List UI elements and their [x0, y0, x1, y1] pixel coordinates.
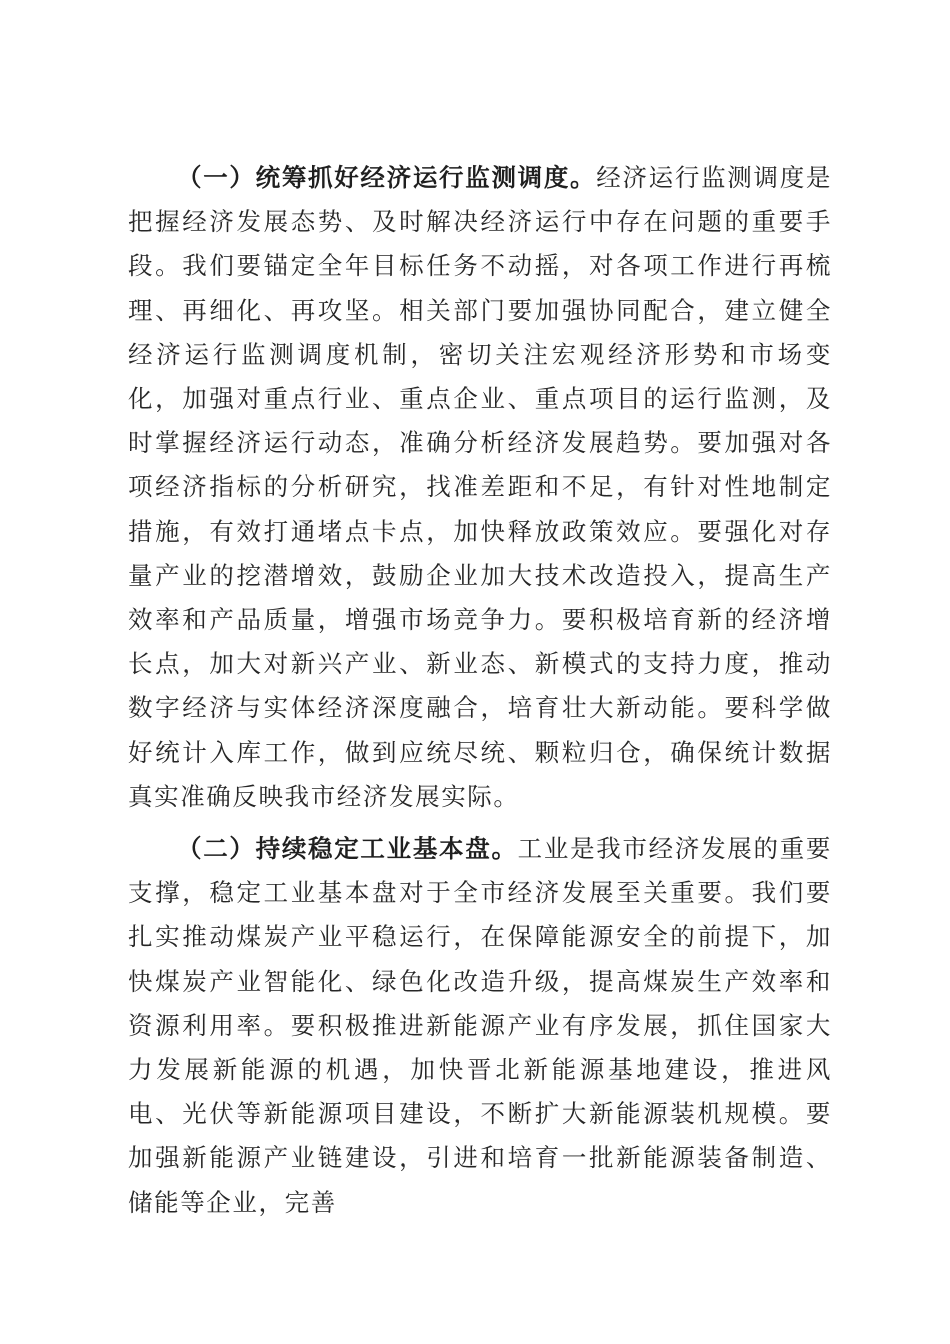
- paragraph-2: [128, 827, 832, 1225]
- paragraph-1-heading: （一）统筹抓好经济运行监测调度。: [177, 163, 597, 192]
- paragraph-2-text: 工业是我市经济发展的重要支撑，稳定工业基本盘对于全市经济发展至关重要。我们要扎实推动煤炭产业平稳运行，在保障能源安全的前提下，加快煤炭产业智能化、绿色化改造升级，提高煤炭生产效率和资源利用率。要积极推进新能源产业有序发展，抓住国家大力发展新能源的机遇，加快晋北新能源基地建设，推进风电、光伏等新能源项目建设，不断扩大新能源装机规模。要加强新能源产业链建设，引进和培育一批新能源装备制造、储能等企业，完善: [128, 834, 832, 1217]
- paragraph-1-text: 经济运行监测调度是把握经济发展态势、及时解决经济运行中存在问题的重要手段。我们要锚定全年目标任务不动摇，对各项工作进行再梳理、再细化、再攻坚。相关部门要加强协同配合，建立健全经济运行监测调度机制，密切关注宏观经济形势和市场变化，加强对重点行业、重点企业、重点项目的运行监测，及时掌握经济运行动态，准确分析经济发展趋势。要加强对各项经济指标的分析研究，找准差距和不足，有针对性地制定措施，有效打通堵点卡点，加快释放政策效应。要强化对存量产业的挖潜增效，鼓励企业加大技术改造投入，提高生产效率和产品质量，增强市场竞争力。要积极培育新的经济增长点，加大对新兴产业、新业态、新模式的支持力度，推动数字经济与实体经济深度融合，培育壮大新动能。要科学做好统计入库工作，做到应统尽统、颗粒归仓，确保统计数据真实准确反映我市经济发展实际。: [128, 163, 832, 811]
- paragraph-2-heading: （二）持续稳定工业基本盘。: [177, 834, 518, 864]
- document-body: [128, 156, 832, 1225]
- paragraph-1: [128, 156, 832, 819]
